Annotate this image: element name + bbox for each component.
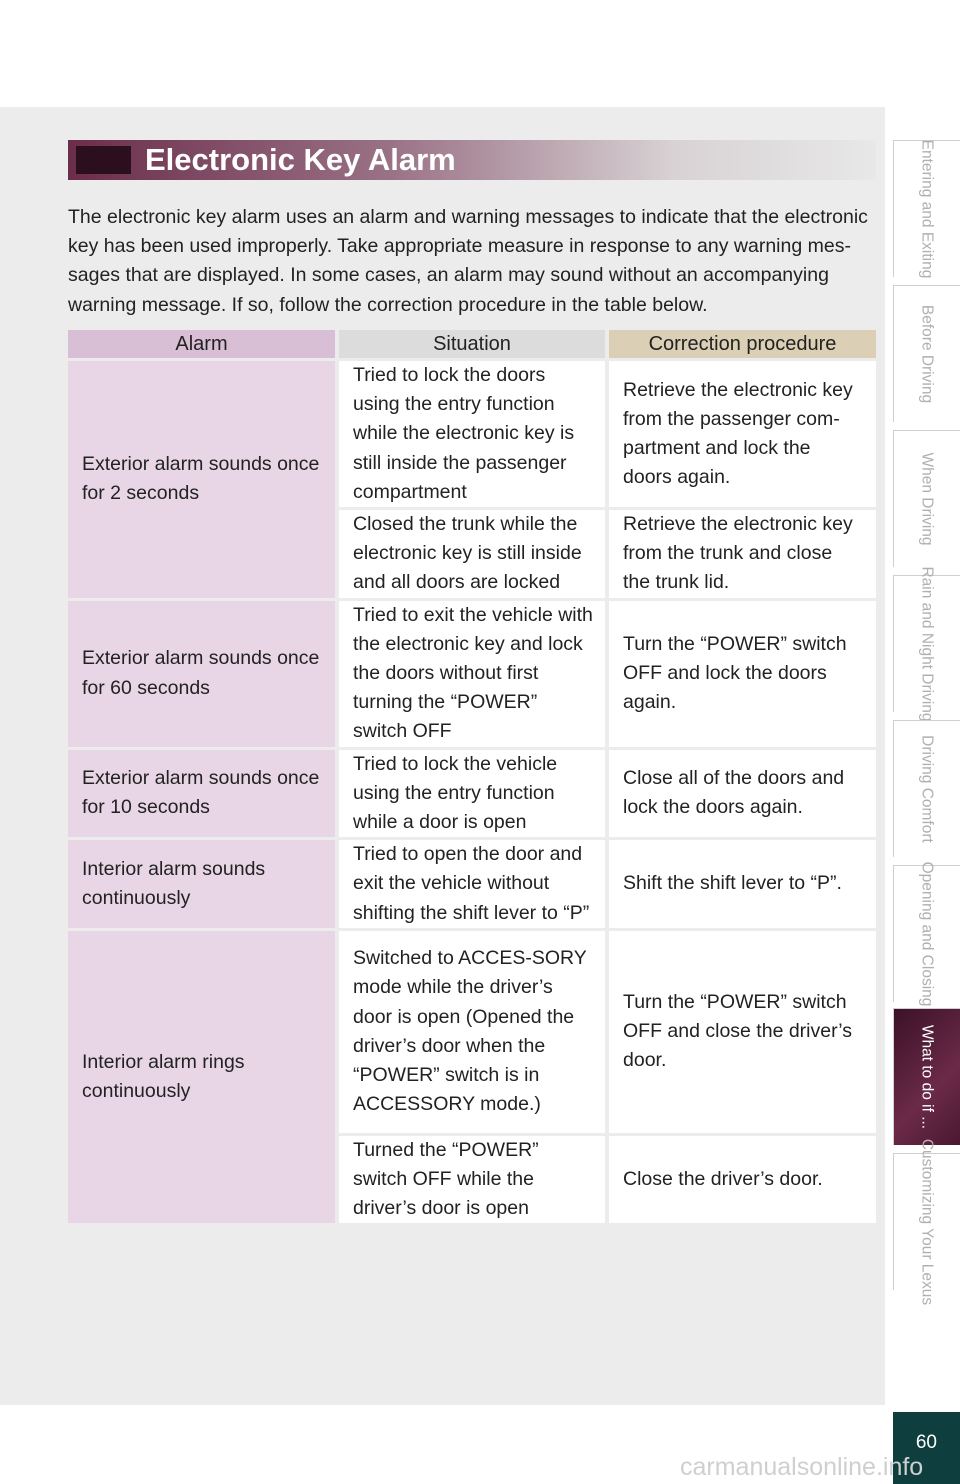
alarm-cell: Interior alarm sounds continuously	[68, 837, 339, 928]
alarm-cell: Exterior alarm sounds once for 10 seconds	[68, 747, 339, 838]
side-tab-label: When Driving	[918, 452, 936, 546]
correction-cell: Retrieve the electronic key from the passenger com-partment and lock the doors again.	[609, 358, 876, 507]
correction-cell: Close all of the doors and lock the doors again.	[609, 747, 876, 838]
situation-cell: Closed the trunk while the electronic key is still inside and all doors are locked	[339, 507, 609, 598]
title-marker	[76, 146, 131, 174]
situation-cell: Tried to open the door and exit the vehicle without shifting the shift lever to “P”	[339, 837, 609, 928]
side-tab-label: Customizing Your Lexus	[918, 1138, 936, 1306]
side-tab-label: What to do if ...	[918, 1024, 936, 1130]
section-title-bar	[68, 140, 876, 180]
header-situation: Situation	[339, 330, 609, 358]
side-tab-customizing[interactable]	[893, 1138, 960, 1306]
side-tab-entering-exiting[interactable]	[893, 140, 960, 277]
side-tab-what-to-do-if[interactable]	[893, 1008, 960, 1145]
header-alarm: Alarm	[68, 330, 339, 358]
side-tab-label: Opening and Closing	[918, 861, 936, 1007]
table-header-row	[68, 330, 876, 358]
header-correction: Correction procedure	[609, 330, 876, 358]
side-tab-before-driving[interactable]	[893, 285, 960, 422]
situation-cell: Switched to ACCES-SORY mode while the driver’s door is open (Opened the driver’s door when the “POWER” switch is in ACCESSORY mode.)	[339, 928, 609, 1133]
page-title: Electronic Key Alarm	[145, 142, 456, 177]
intro-paragraph: The electronic key alarm uses an alarm and warning messages to indicate that the electronic key has been used improperly. Take appropriate measure in response to any warning mes-sages that are displayed. In some cases, an alarm may sound without an accompanying warning message. If so, follow the correction procedure in the table below.	[68, 206, 868, 316]
watermark: carmanualsonline.info	[680, 1453, 924, 1481]
situation-cell: Tried to lock the vehicle using the entry function while a door is open	[339, 747, 609, 838]
correction-cell: Close the driver’s door.	[609, 1133, 876, 1224]
situation-cell: Tried to exit the vehicle with the electronic key and lock the doors without first turning the “POWER” switch OFF	[339, 598, 609, 747]
table-row	[68, 358, 876, 507]
side-tab-opening-closing[interactable]	[893, 861, 960, 1007]
side-tab-driving-comfort[interactable]	[893, 720, 960, 857]
table-row	[68, 928, 876, 1133]
situation-cell: Turned the “POWER” switch OFF while the driver’s door is open	[339, 1133, 609, 1224]
page-number: 60	[915, 1432, 937, 1453]
side-tab-label: Entering and Exiting	[918, 139, 936, 279]
side-tab-label: Rain and Night Driving	[918, 566, 936, 722]
side-tab-label: Driving Comfort	[918, 735, 936, 843]
alarm-cell: Exterior alarm sounds once for 60 seconds	[68, 598, 339, 747]
alarm-table	[68, 330, 876, 1223]
side-tab-rain-night-driving[interactable]	[893, 566, 960, 722]
side-tab-label: Before Driving	[918, 304, 936, 404]
side-tab-when-driving[interactable]	[893, 430, 960, 567]
table-row	[68, 598, 876, 747]
situation-cell: Tried to lock the doors using the entry function while the electronic key is still inside the passenger compartment	[339, 358, 609, 507]
correction-cell: Shift the shift lever to “P”.	[609, 837, 876, 928]
alarm-cell: Exterior alarm sounds once for 2 seconds	[68, 358, 339, 598]
correction-cell: Turn the “POWER” switch OFF and close the driver’s door.	[609, 928, 876, 1133]
table-row	[68, 747, 876, 838]
alarm-cell: Interior alarm rings continuously	[68, 928, 339, 1224]
table-row	[68, 837, 876, 928]
correction-cell: Turn the “POWER” switch OFF and lock the doors again.	[609, 598, 876, 747]
correction-cell: Retrieve the electronic key from the trunk and close the trunk lid.	[609, 507, 876, 598]
